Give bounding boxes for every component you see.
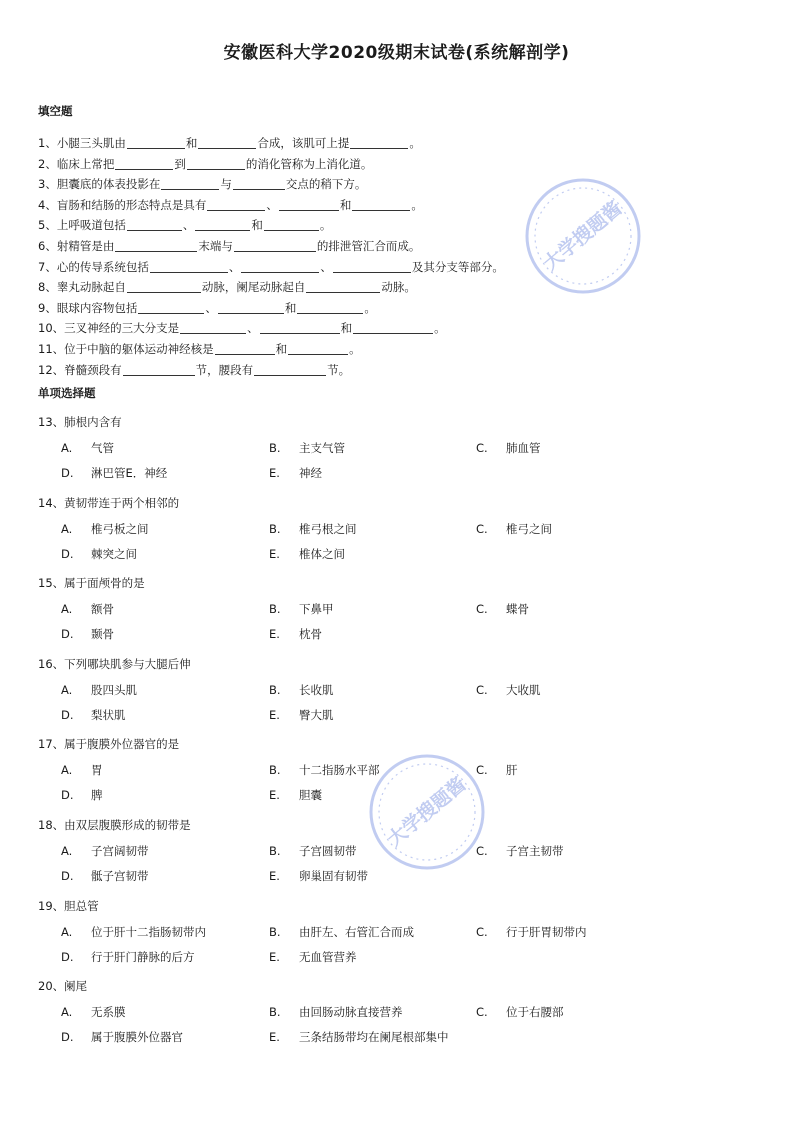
- option-a: [61, 843, 149, 859]
- option-letter: D.: [61, 546, 74, 561]
- question-text: 、: [205, 300, 217, 315]
- option-letter: B.: [269, 441, 281, 455]
- question-text: 和: [339, 197, 352, 212]
- fill-question-6: [38, 236, 758, 257]
- option-letter: E.: [269, 949, 280, 964]
- question-text: 胆囊底的体表投影在: [56, 177, 161, 192]
- option-letter: B.: [269, 602, 281, 617]
- option-letter: C.: [476, 763, 488, 778]
- option-text: 子宫圆韧带: [299, 843, 357, 858]
- option-text: 颞骨: [91, 627, 114, 642]
- question-text: 、: [247, 321, 259, 336]
- option-a: [61, 1004, 126, 1020]
- option-letter: C.: [476, 441, 488, 455]
- option-letter: A.: [61, 441, 73, 455]
- option-e: [269, 787, 322, 803]
- answer-blank: [127, 279, 201, 293]
- question-text: 盲肠和结肠的形态特点是具有: [56, 197, 207, 212]
- option-d: [61, 465, 167, 481]
- answer-blank: [297, 300, 363, 314]
- answer-blank: [161, 176, 219, 190]
- option-d: [61, 787, 103, 803]
- option-b: [269, 682, 334, 698]
- question-text: 动脉，阑尾动脉起自: [201, 280, 306, 295]
- question-text: 和: [275, 341, 288, 356]
- option-e: [269, 868, 368, 884]
- fill-question-10: [38, 318, 758, 339]
- option-b: [269, 843, 357, 859]
- option-c: [476, 682, 541, 698]
- option-d: [61, 1029, 183, 1045]
- option-text: 椎弓根之间: [299, 521, 357, 536]
- option-letter: E.: [269, 788, 280, 803]
- question-text: 和: [284, 300, 297, 315]
- option-a: [61, 521, 149, 537]
- option-letter: B.: [269, 763, 281, 778]
- question-number: 3、: [38, 177, 57, 192]
- option-b: [269, 1004, 403, 1020]
- option-a: [61, 762, 103, 778]
- question-text: 和: [185, 136, 198, 150]
- question-number: 12、: [38, 362, 65, 377]
- option-c: [476, 601, 529, 617]
- answer-blank: [288, 341, 348, 355]
- option-letter: E.: [269, 466, 280, 480]
- option-letter: A.: [61, 763, 73, 778]
- question-text: 。: [349, 341, 361, 356]
- answer-blank: [333, 259, 411, 273]
- choice-question-14: [38, 495, 758, 576]
- fill-in-question-list: [38, 133, 758, 380]
- option-letter: A.: [61, 924, 73, 939]
- option-a: [61, 924, 206, 940]
- option-text: 肺血管: [506, 441, 541, 455]
- option-d: [61, 949, 195, 965]
- option-letter: B.: [269, 843, 281, 858]
- option-a: [61, 682, 137, 698]
- question-text: 动脉。: [381, 280, 416, 295]
- choice-question-15: [38, 575, 758, 656]
- question-text: 。: [364, 300, 376, 315]
- option-text: 卵巢固有韧带: [299, 868, 368, 883]
- question-text: 与: [220, 177, 232, 192]
- fill-question-8: [38, 277, 758, 298]
- answer-blank: [127, 135, 185, 149]
- question-stem: 16、下列哪块肌参与大腿后伸: [38, 656, 191, 671]
- option-letter: D.: [61, 949, 74, 964]
- answer-blank: [234, 238, 316, 252]
- option-letter: D.: [61, 466, 74, 480]
- option-c: [476, 521, 552, 537]
- answer-blank: [254, 362, 326, 376]
- answer-blank: [260, 320, 340, 334]
- answer-blank: [306, 279, 380, 293]
- option-d: [61, 546, 137, 562]
- question-number: 10、: [38, 321, 65, 336]
- option-letter: C.: [476, 924, 488, 939]
- choice-question-20: [38, 978, 758, 1059]
- svg-text:大学搜题酱: 大学搜题酱: [383, 773, 471, 851]
- option-text: 神经: [299, 466, 322, 480]
- question-number: 8、: [38, 280, 57, 295]
- option-letter: D.: [61, 788, 74, 803]
- question-stem: 14、黄韧带连于两个相邻的: [38, 495, 180, 510]
- option-text: 骶子宫韧带: [91, 868, 149, 883]
- option-text: 三条结肠带均在阑尾根部集中: [299, 1030, 449, 1045]
- option-text: 椎体之间: [299, 546, 345, 561]
- question-stem: 20、阑尾: [38, 979, 88, 994]
- answer-blank: [150, 259, 228, 273]
- answer-blank: [138, 300, 204, 314]
- option-letter: B.: [269, 682, 281, 697]
- question-text: 节。: [327, 362, 351, 377]
- option-letter: A.: [61, 682, 73, 697]
- question-stem: 15、属于面颅骨的是: [38, 576, 145, 591]
- answer-blank: [350, 135, 408, 149]
- option-letter: D.: [61, 707, 74, 722]
- option-letter: E.: [269, 627, 280, 642]
- fill-question-2: [38, 154, 758, 175]
- question-text: 、: [228, 259, 241, 274]
- option-d: [61, 707, 126, 723]
- answer-blank: [127, 217, 182, 231]
- option-text: 椎弓板之间: [91, 521, 149, 536]
- option-c: [476, 924, 587, 940]
- option-letter: A.: [61, 602, 73, 617]
- option-text: 由肝左、右管汇合而成: [299, 924, 414, 939]
- section-heading-fill-in: 填空题: [38, 104, 73, 118]
- question-text: 位于中脑的躯体运动神经核是: [64, 341, 214, 356]
- option-d: [61, 626, 114, 642]
- option-e: [269, 626, 322, 642]
- option-text: 子宫阔韧带: [91, 843, 149, 858]
- option-text: 脾: [91, 788, 103, 803]
- answer-blank: [187, 156, 245, 170]
- question-stem: 17、属于腹膜外位器官的是: [38, 737, 180, 752]
- option-letter: B.: [269, 521, 281, 536]
- svg-text:大学搜题酱: 大学搜题酱: [539, 197, 627, 275]
- question-text: 。: [409, 136, 421, 150]
- option-e: [269, 546, 345, 562]
- page-title: 安徽医科大学2020级期末试卷(系统解剖学): [223, 43, 570, 63]
- question-number: 4、: [38, 197, 57, 212]
- option-letter: E.: [269, 868, 280, 883]
- question-text: 合成，该肌可上提: [257, 136, 350, 150]
- option-e: [269, 707, 334, 723]
- option-text: 长收肌: [299, 682, 334, 697]
- option-e: [269, 949, 357, 965]
- question-stem: 18、由双层腹膜形成的韧带是: [38, 817, 191, 832]
- answer-blank: [198, 135, 256, 149]
- option-letter: E.: [269, 1030, 280, 1045]
- answer-blank: [123, 362, 195, 376]
- option-text: 下鼻甲: [299, 602, 334, 617]
- option-text: 无系膜: [91, 1005, 126, 1020]
- answer-blank: [215, 341, 275, 355]
- question-text: 到: [174, 156, 186, 171]
- question-text: 交点的稍下方。: [285, 177, 367, 192]
- option-text: 梨状肌: [91, 707, 126, 722]
- question-number: 7、: [38, 259, 57, 274]
- fill-question-11: [38, 339, 758, 360]
- option-text: 行于肝胃韧带内: [506, 924, 587, 939]
- choice-question-19: [38, 898, 758, 979]
- option-b: [269, 762, 380, 778]
- question-text: 及其分支等部分。: [411, 259, 504, 274]
- answer-blank: [207, 197, 265, 211]
- question-text: 临床上常把: [56, 156, 115, 171]
- fill-question-3: [38, 174, 758, 195]
- answer-blank: [264, 217, 319, 231]
- option-letter: D.: [61, 627, 74, 642]
- answer-blank: [195, 217, 250, 231]
- option-e: [269, 465, 322, 481]
- question-text: 、: [266, 197, 278, 212]
- option-text: 无血管营养: [299, 949, 357, 964]
- question-text: 眼球内容物包括: [56, 300, 138, 315]
- answer-blank: [115, 156, 173, 170]
- choice-question-16: [38, 656, 758, 737]
- option-b: [269, 601, 334, 617]
- option-text: 大收肌: [506, 682, 541, 697]
- option-text: 行于肝门静脉的后方: [91, 949, 195, 964]
- question-text: 心的传导系统包括: [56, 259, 149, 274]
- answer-blank: [353, 320, 433, 334]
- question-text: 和: [340, 321, 353, 336]
- option-text: 气管: [91, 441, 114, 455]
- option-letter: E.: [269, 546, 280, 561]
- option-text: 淋巴管E．神经: [91, 466, 168, 480]
- question-text: 。: [434, 321, 446, 336]
- option-text: 额骨: [91, 602, 114, 617]
- option-text: 枕骨: [299, 627, 322, 642]
- option-b: [269, 924, 414, 940]
- option-letter: C.: [476, 843, 488, 858]
- option-text: 主支气管: [299, 441, 345, 455]
- option-letter: B.: [269, 924, 281, 939]
- question-text: 、: [182, 218, 195, 233]
- choice-question-18: [38, 817, 758, 898]
- option-c: [476, 843, 564, 859]
- fill-question-12: [38, 360, 758, 381]
- option-text: 由回肠动脉直接营养: [299, 1005, 403, 1020]
- option-letter: A.: [61, 1005, 73, 1020]
- option-c: [476, 440, 541, 456]
- option-text: 蝶骨: [506, 602, 529, 617]
- option-text: 胃: [91, 763, 103, 778]
- question-text: 、: [320, 259, 332, 274]
- option-a: [61, 601, 114, 617]
- option-text: 肝: [506, 763, 518, 778]
- answer-blank: [352, 197, 410, 211]
- section-heading-single-choice: 单项选择题: [38, 386, 96, 400]
- fill-question-5: [38, 215, 758, 236]
- fill-question-7: [38, 257, 758, 278]
- option-text: 棘突之间: [91, 546, 137, 561]
- option-d: [61, 868, 149, 884]
- question-stem: 19、胆总管: [38, 898, 99, 913]
- question-text: 上呼吸道包括: [56, 218, 126, 233]
- answer-blank: [233, 176, 285, 190]
- option-b: [269, 440, 345, 456]
- option-letter: D.: [61, 868, 74, 883]
- option-letter: A.: [61, 843, 73, 858]
- option-text: 位于右腰部: [506, 1005, 564, 1020]
- question-text: 睾丸动脉起自: [56, 280, 126, 295]
- question-text: 和: [251, 218, 263, 233]
- fill-question-1: [38, 133, 758, 154]
- option-letter: C.: [476, 682, 488, 697]
- option-letter: A.: [61, 521, 73, 536]
- option-text: 臀大肌: [299, 707, 334, 722]
- option-c: [476, 762, 518, 778]
- question-text: 的排泄管汇合而成。: [316, 238, 421, 253]
- option-text: 十二指肠水平部: [299, 763, 380, 778]
- question-number: 1、: [38, 136, 57, 150]
- question-stem: 13、肺根内含有: [38, 415, 122, 429]
- question-text: 小腿三头肌由: [56, 136, 126, 150]
- answer-blank: [115, 238, 197, 252]
- question-number: 6、: [38, 238, 57, 253]
- option-letter: D.: [61, 1030, 74, 1045]
- option-text: 椎弓之间: [506, 521, 552, 536]
- question-text: 射精管是由: [56, 238, 115, 253]
- option-text: 属于腹膜外位器官: [91, 1030, 183, 1045]
- choice-question-17: [38, 736, 758, 817]
- option-c: [476, 1004, 564, 1020]
- question-text: 。: [319, 218, 332, 233]
- option-a: [61, 440, 114, 456]
- answer-blank: [218, 300, 284, 314]
- answer-blank: [241, 259, 319, 273]
- question-text: 节，腰段有: [195, 362, 254, 377]
- choice-question-13: [38, 414, 758, 495]
- option-letter: B.: [269, 1005, 281, 1020]
- fill-question-4: [38, 195, 758, 216]
- question-number: 5、: [38, 218, 57, 233]
- option-text: 位于肝十二指肠韧带内: [91, 924, 206, 939]
- option-text: 股四头肌: [91, 682, 137, 697]
- question-text: 的消化管称为上消化道。: [245, 156, 373, 171]
- option-letter: C.: [476, 602, 488, 617]
- option-letter: C.: [476, 521, 488, 536]
- answer-blank: [180, 320, 246, 334]
- option-b: [269, 521, 357, 537]
- question-number: 9、: [38, 300, 57, 315]
- single-choice-question-list: [38, 414, 758, 1059]
- question-number: 2、: [38, 156, 57, 171]
- option-letter: C.: [476, 1005, 488, 1020]
- question-text: 末端与: [198, 238, 233, 253]
- option-e: [269, 1029, 449, 1045]
- question-number: 11、: [38, 341, 65, 356]
- answer-blank: [279, 197, 339, 211]
- option-text: 子宫主韧带: [506, 843, 564, 858]
- question-text: 三叉神经的三大分支是: [64, 321, 180, 336]
- question-text: 脊髓颈段有: [64, 362, 122, 377]
- option-text: 胆囊: [299, 788, 322, 803]
- question-text: 。: [411, 197, 423, 212]
- fill-question-9: [38, 298, 758, 319]
- option-letter: E.: [269, 707, 280, 722]
